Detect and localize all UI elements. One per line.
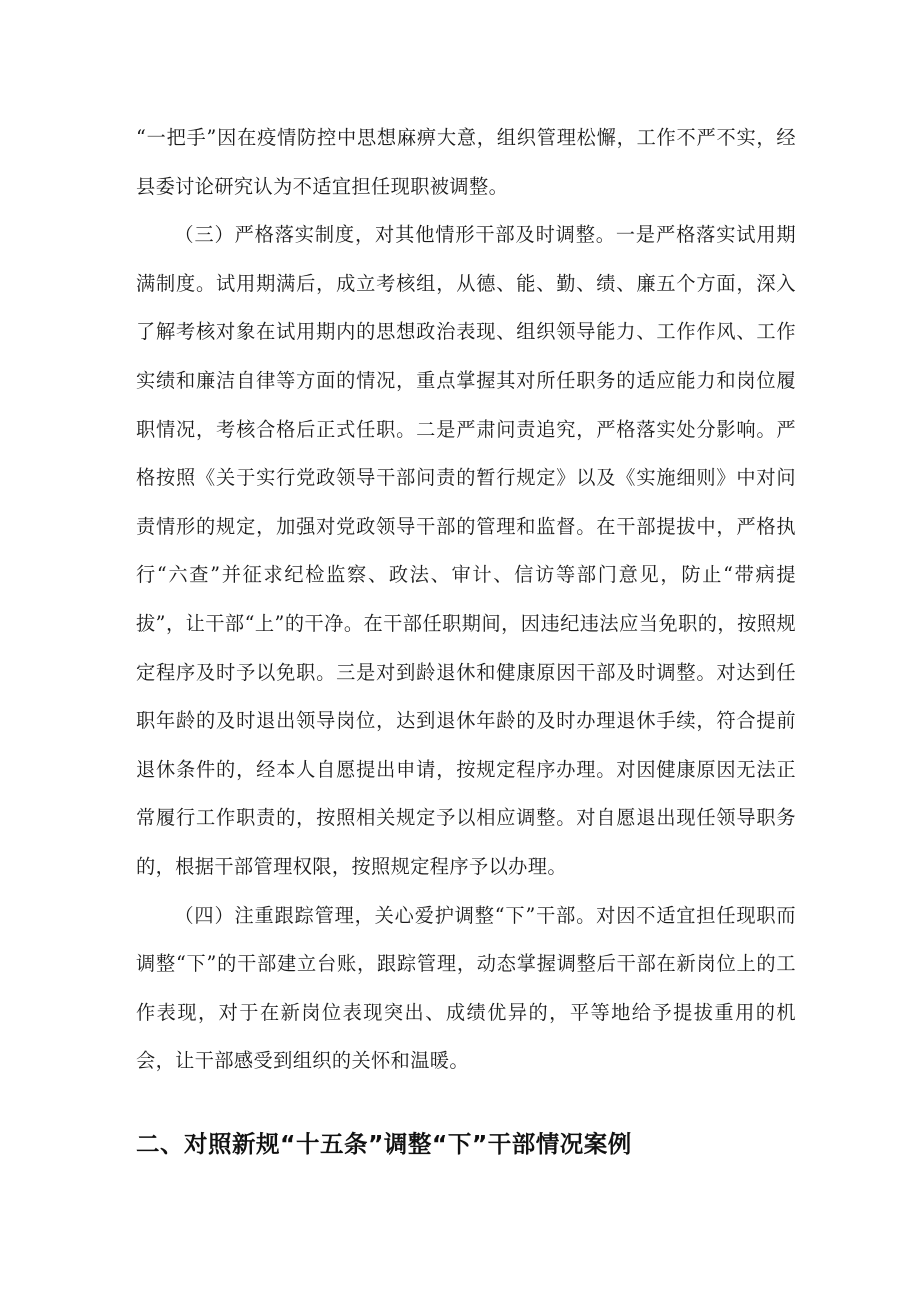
paragraph-continued: “一把手”因在疫情防控中思想麻痹大意，组织管理松懈，工作不严不实，经县委讨论研究认为不适宜担任现职被调整。 <box>136 126 796 198</box>
paragraph-section-four: （四）注重跟踪管理，关心爱护调整“下”干部。对因不适宜担任现职而调整“下”的干部建立台账，跟踪管理，动态掌握调整后干部在新岗位上的工作表现，对于在新岗位表现突出、成绩优异的，平等地给予提拔重用的机会，让干部感受到组织的关怀和温暖。 <box>136 903 796 1073</box>
paragraph-section-three: （三）严格落实制度，对其他情形干部及时调整。一是严格落实试用期满制度。试用期满后，成立考核组，从德、能、勤、绩、廉五个方面，深入了解考核对象在试用期内的思想政治表现、组织领导能力、工作作风、工作实绩和廉洁自律等方面的情况，重点掌握其对所任职务的适应能力和岗位履职情况，考核合格后正式任职。二是严肃问责追究，严格落实处分影响。严格按照《关于实行党政领导干部问责的暂行规定》以及《实施细则》中对问责情形的规定，加强对党政领导干部的管理和监督。在干部提拔中，严格执行“六查”并征求纪检监察、政法、审计、信访等部门意见，防止“带病提拔”，让干部“上”的干净。在干部任职期间，因违纪违法应当免职的，按照规定程序及时予以免职。三是对到龄退休和健康原因干部及时调整。对达到任职年龄的及时退出领导岗位，达到退休年龄的及时办理退休手续，符合提前退休条件的，经本人自愿提出申请，按规定程序办理。对因健康原因无法正常履行工作职责的，按照相关规定予以相应调整。对自愿退出现任领导职务的，根据干部管理权限，按照规定程序予以办理。 <box>136 223 796 878</box>
section-heading: 二、对照新规“十五条”调整“下”干部情况案例 <box>136 1130 632 1158</box>
document-body <box>136 114 796 1086</box>
